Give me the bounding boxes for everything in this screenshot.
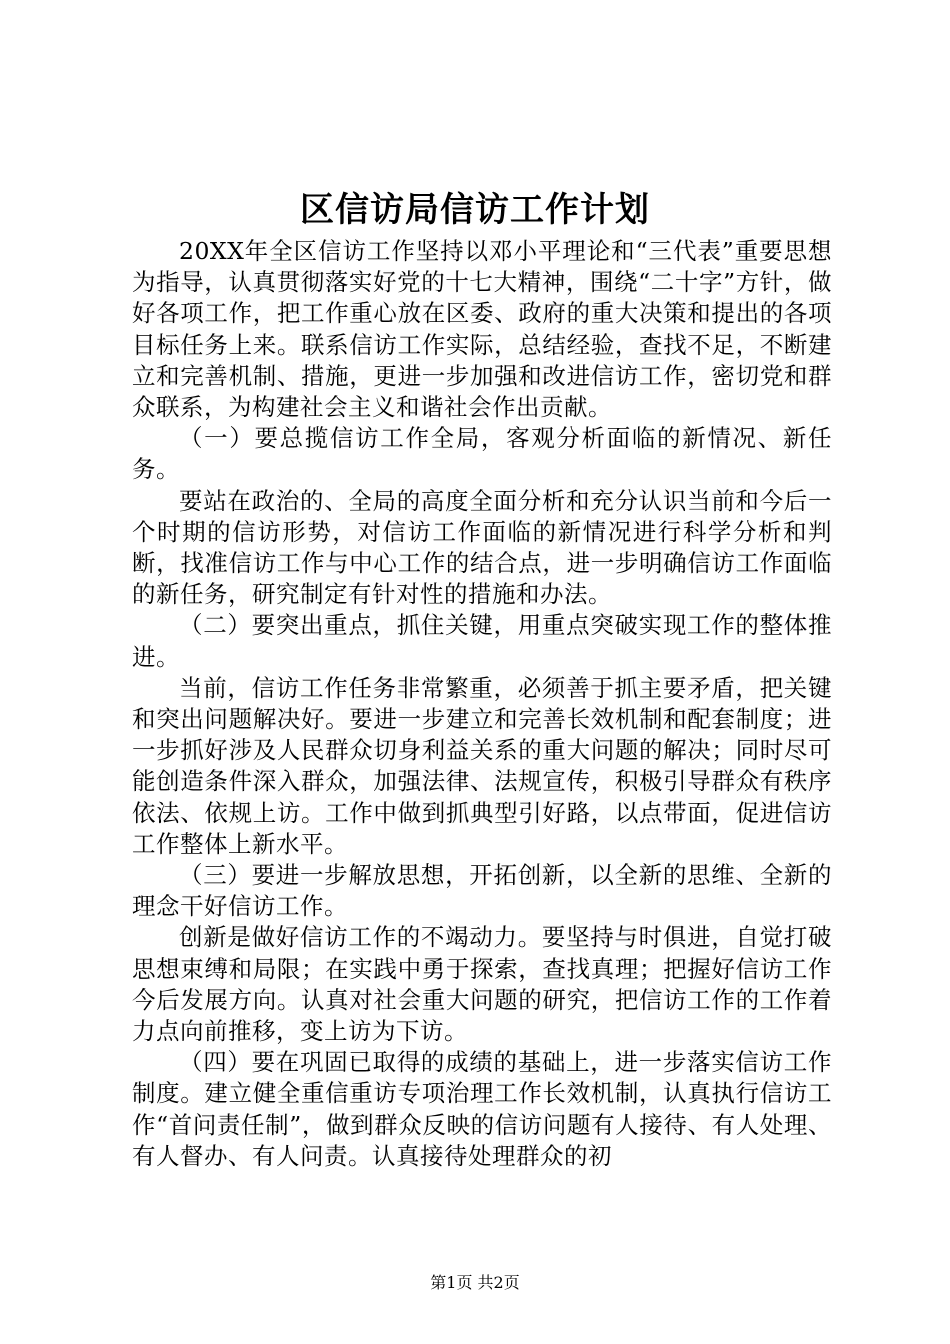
document-body bbox=[132, 236, 832, 1172]
paragraph-section-1: 要站在政治的、全局的高度全面分析和充分认识当前和今后一个时期的信访形势，对信访工作面临的新情况进行科学分析和判断，找准信访工作与中心工作的结合点，进一步明确信访工作面临的新任务，研究制定有针对性的措施和办法。 bbox=[132, 486, 832, 609]
paragraph-intro: 20XX年全区信访工作坚持以邓小平理论和“三代表”重要思想为指导，认真贯彻落实好党的十七大精神，围绕“二十字”方针，做好各项工作，把工作重心放在区委、政府的重大决策和提出的各项目标任务上来。联系信访工作实际，总结经验，查找不足，不断建立和完善机制、措施，更进一步加强和改进信访工作，密切党和群众联系，为构建社会主义和谐社会作出贡献。 bbox=[132, 237, 832, 422]
paragraph-section-2: 当前，信访工作任务非常繁重，必须善于抓主要矛盾，把关键和突出问题解决好。要进一步建立和完善长效机制和配套制度；进一步抓好涉及人民群众切身利益关系的重大问题的解决；同时尽可能创造条件深入群众，加强法律、法规宣传，积极引导群众有秩序依法、依规上访。工作中做到抓典型引好路，以点带面，促进信访工作整体上新水平。 bbox=[132, 673, 832, 858]
section-heading-2: （二）要突出重点，抓住关键，用重点突破实现工作的整体推进。 bbox=[132, 611, 832, 671]
paragraph-section-3: 创新是做好信访工作的不竭动力。要坚持与时俱进，自觉打破思想束缚和局限；在实践中勇于探索，查找真理；把握好信访工作今后发展方向。认真对社会重大问题的研究，把信访工作的工作着力点向前推移，变上访为下访。 bbox=[132, 923, 832, 1046]
paragraph-section-4: （四）要在巩固已取得的成绩的基础上，进一步落实信访工作制度。建立健全重信重访专项治理工作长效机制，认真执行信访工作“首问责任制”，做到群众反映的信访问题有人接待、有人处理、有人督办、有人问责。认真接待处理群众的初 bbox=[132, 1048, 832, 1170]
document-title: 区信访局信访工作计划 bbox=[300, 190, 650, 230]
section-heading-1: （一）要总揽信访工作全局，客观分析面临的新情况、新任务。 bbox=[132, 424, 832, 484]
page-number-footer: 第1页 共2页 bbox=[430, 1273, 520, 1292]
section-heading-3: （三）要进一步解放思想，开拓创新，以全新的思维、全新的理念干好信访工作。 bbox=[132, 861, 832, 921]
